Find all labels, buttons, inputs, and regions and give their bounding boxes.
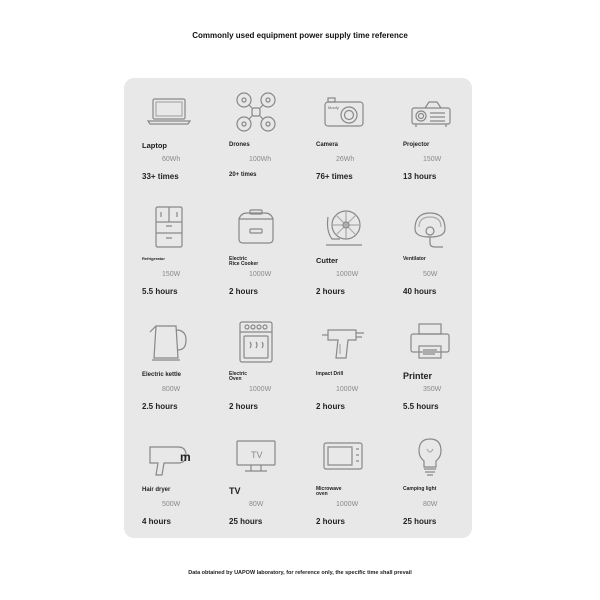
item-power: 100Wh — [249, 156, 272, 163]
item-power: 1000W — [336, 386, 359, 393]
equipment-item-camera — [298, 78, 385, 193]
item-power: 800W — [162, 386, 181, 393]
item-power: 50W — [423, 271, 438, 278]
item-power: 1000W — [336, 501, 359, 508]
item-name: Ventilator — [403, 256, 426, 262]
item-time: 2 hours — [229, 287, 258, 296]
equipment-item-microwave — [298, 423, 385, 538]
camera-brand-text: Moofy — [328, 105, 339, 110]
item-name: Impact Drill — [316, 371, 344, 377]
laptop-icon — [144, 90, 194, 134]
ventilator-icon — [405, 205, 455, 249]
item-time: 5.5 hours — [142, 287, 178, 296]
item-power: 1000W — [249, 271, 272, 278]
equipment-item-camping-light — [385, 423, 472, 538]
equipment-item-tv — [211, 423, 298, 538]
item-time: 40 hours — [403, 287, 437, 296]
item-time: 76+ times — [316, 172, 353, 181]
item-power: 60Wh — [162, 156, 181, 163]
equipment-item-kettle — [124, 308, 211, 423]
item-name: Refrigerator — [142, 256, 165, 261]
item-name: Camping light — [403, 486, 437, 492]
item-name: Drones — [229, 142, 250, 148]
item-name: Printer — [403, 371, 433, 381]
tv-logo-text: TV — [251, 450, 263, 460]
item-name: Electric Oven — [229, 371, 248, 383]
page-title: Commonly used equipment power supply time reference — [192, 31, 408, 40]
item-time: 25 hours — [229, 517, 263, 526]
item-power: 1000W — [249, 386, 272, 393]
item-power: 1000W — [336, 271, 359, 278]
item-name: Cutter — [316, 256, 339, 265]
item-power: 26Wh — [336, 156, 355, 163]
item-time: 2 hours — [316, 517, 345, 526]
item-power: 80W — [423, 501, 438, 508]
drill-icon — [318, 320, 368, 364]
refrigerator-icon — [144, 205, 194, 249]
item-name: TV — [229, 486, 241, 496]
cutter-icon — [318, 205, 368, 249]
equipment-item-laptop — [124, 78, 211, 193]
equipment-item-cutter — [298, 193, 385, 308]
item-time: 25 hours — [403, 517, 437, 526]
item-power: 350W — [423, 386, 442, 393]
camping-light-icon — [405, 435, 455, 479]
equipment-item-drones — [211, 78, 298, 193]
item-name: Projector — [403, 142, 430, 148]
item-name: Electric kettle — [142, 372, 182, 378]
hair-dryer-icon — [144, 435, 194, 479]
item-time: 2 hours — [229, 402, 258, 411]
equipment-item-projector — [385, 78, 472, 193]
item-time: 5.5 hours — [403, 402, 439, 411]
item-time: 13 hours — [403, 172, 437, 181]
equipment-item-refrigerator — [124, 193, 211, 308]
kettle-icon — [144, 320, 194, 364]
item-time: 2.5 hours — [142, 402, 178, 411]
item-power: 150W — [162, 271, 181, 278]
item-power: 150W — [423, 156, 442, 163]
printer-icon — [405, 320, 455, 364]
item-name: Hair dryer — [142, 487, 171, 493]
footer-note: Data obtained by UAPOW laboratory, for reference only, the specific time shall prevail — [188, 570, 412, 576]
item-name: Electric Rice Cooker — [229, 256, 259, 268]
item-time: 33+ times — [142, 172, 179, 181]
item-name: Camera — [316, 142, 339, 148]
item-time: 2 hours — [316, 287, 345, 296]
item-time: 4 hours — [142, 517, 171, 526]
item-time: 20+ times — [229, 172, 257, 178]
camera-icon — [318, 90, 368, 134]
equipment-item-hair-dryer — [124, 423, 211, 538]
drone-icon — [231, 90, 281, 134]
projector-icon — [405, 90, 455, 134]
item-name: Microwave oven — [316, 486, 342, 498]
equipment-card — [124, 78, 472, 538]
item-time: 2 hours — [316, 402, 345, 411]
oven-icon — [231, 320, 281, 364]
item-power: 80W — [249, 501, 264, 508]
item-name: Laptop — [142, 141, 167, 150]
equipment-item-drill — [298, 308, 385, 423]
tv-icon — [231, 435, 281, 479]
hair-dryer-logo-text: m — [180, 450, 191, 464]
equipment-item-rice-cooker — [211, 193, 298, 308]
equipment-item-printer — [385, 308, 472, 423]
equipment-item-ventilator — [385, 193, 472, 308]
equipment-item-oven — [211, 308, 298, 423]
microwave-icon — [318, 435, 368, 479]
item-power: 500W — [162, 501, 181, 508]
rice-cooker-icon — [231, 205, 281, 249]
